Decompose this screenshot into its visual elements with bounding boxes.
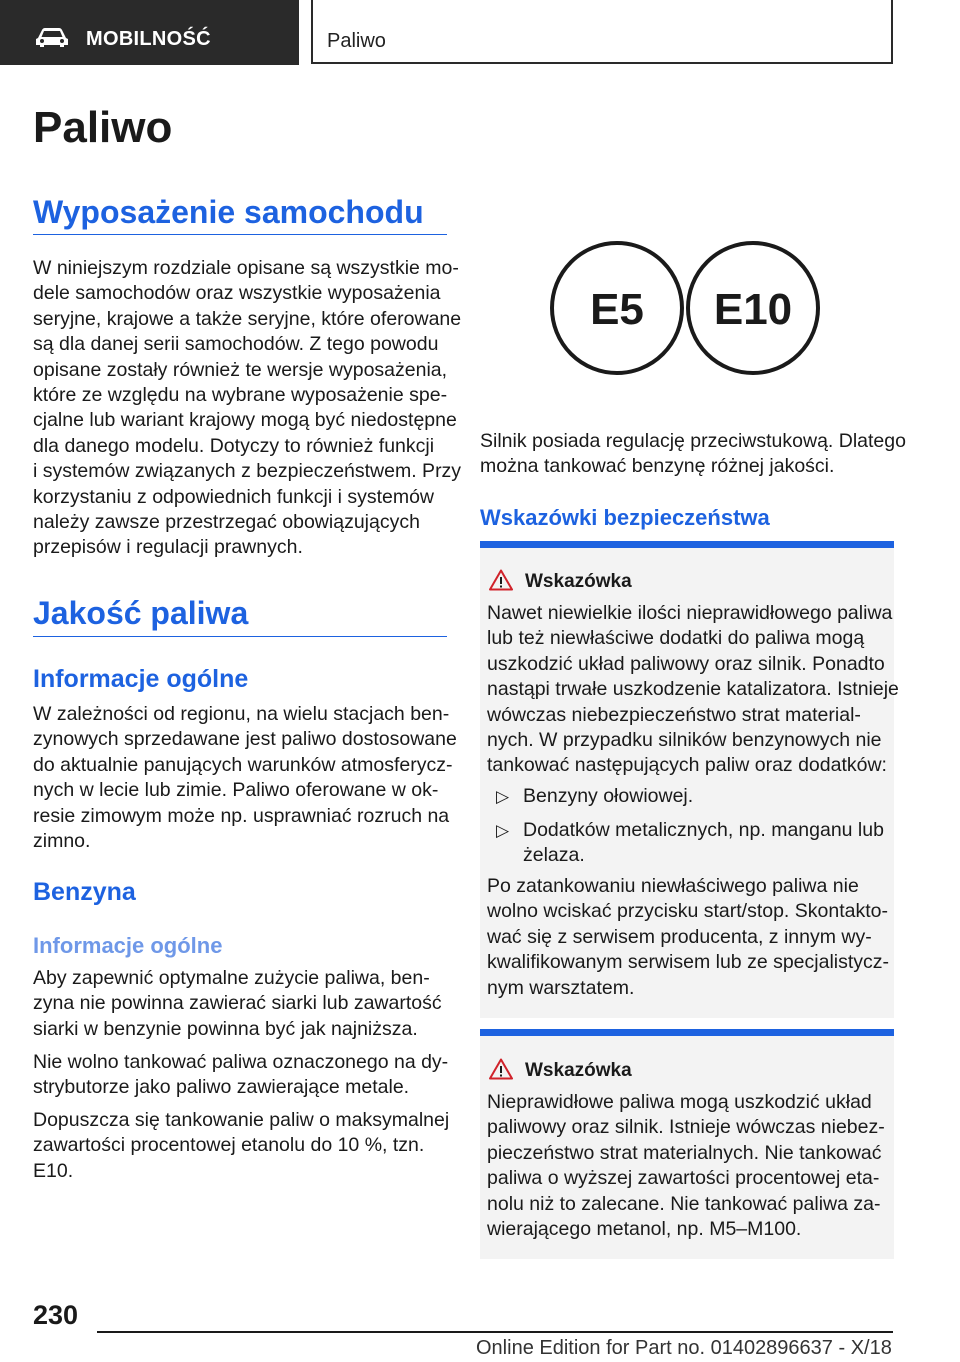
- text-line: dele samochodów oraz wszystkie wyposażenia: [33, 282, 441, 305]
- text-line: seryjne, krajowe a także seryjne, które oferowane: [33, 307, 462, 330]
- text-line: które ze względu na wybrane wyposażenie spe-: [33, 384, 448, 407]
- text-line: lub też niewłaściwe dodatki do paliwa mogą: [487, 627, 865, 650]
- triangle-bullet-icon: ▷: [496, 821, 510, 840]
- text-line: Nawet niewielkie ilości nieprawidłowego paliwa: [487, 602, 893, 624]
- text-line: Dopuszcza się tankowanie paliw o maksymalnej: [33, 1109, 450, 1131]
- petrol-paragraph-3: [33, 1108, 449, 1184]
- fuel-badge-label: E5: [590, 285, 644, 334]
- warning-note: [480, 1029, 894, 1259]
- text-line: przepisów i regulacji prawnych.: [33, 536, 303, 559]
- text-line: wierającego metanol, np. M5–M100.: [487, 1218, 802, 1241]
- text-line: cjalne lub wariant krajowy mogą być niedostępne: [33, 409, 457, 432]
- text-line: nym warsztatem.: [487, 976, 635, 999]
- note-bullet-item: [523, 784, 693, 809]
- heading-petrol-general: Informacje ogólne: [33, 933, 223, 958]
- text-line: Dodatków metalicznych, np. manganu lub: [523, 819, 884, 841]
- fuel-badge-e5: [550, 241, 684, 375]
- text-line: kwalifikowanym serwisem lub ze specjalistycz-: [487, 951, 890, 974]
- text-line: dla danego modelu. Dotyczy to również funkcji: [33, 434, 435, 457]
- text-line: zyna nie powinna zawierać siarki lub zawartość: [33, 992, 442, 1015]
- text-line: nych w lecie lub zimie. Paliwo oferowane w ok-: [33, 779, 439, 802]
- text-line: E10.: [33, 1159, 74, 1182]
- text-line: resie zimowym może np. usprawniać rozruch na: [33, 804, 450, 827]
- text-line: są dla danej serii samochodów. Z tego powodu: [33, 333, 439, 356]
- general-paragraph: [33, 702, 457, 854]
- text-line: pieczeństwo strat materialnych. Nie tankować: [487, 1141, 882, 1164]
- text-line: Nie wolno tankować paliwa oznaczonego na dy-: [33, 1051, 449, 1073]
- note-title: Wskazówka: [525, 571, 632, 592]
- text-line: zawartości procentowej etanolu do 10 %, tzn.: [33, 1134, 425, 1157]
- text-line: Aby zapewnić optymalne zużycie paliwa, ben-: [33, 967, 430, 989]
- note-text: [487, 601, 899, 779]
- header-section-tab: [0, 0, 299, 65]
- heading-equipment: Wyposażenie samochodu: [33, 194, 424, 230]
- text-line: opisane zostały również te wersje wyposażenia,: [33, 358, 448, 381]
- text-line: można tankować benzynę różnej jakości.: [480, 455, 835, 478]
- footer-edition: Online Edition for Part no. 01402896637 - X/18: [476, 1337, 892, 1359]
- petrol-paragraph-2: [33, 1050, 448, 1101]
- warning-triangle-icon: [489, 569, 513, 591]
- text-line: W zależności od regionu, na wielu stacjach ben-: [33, 703, 450, 725]
- page-title: Paliwo: [33, 103, 173, 152]
- text-line: Nieprawidłowe paliwa mogą uszkodzić układ: [487, 1091, 872, 1113]
- engine-paragraph: [480, 429, 906, 480]
- heading-petrol: Benzyna: [33, 878, 136, 906]
- heading-rule: [33, 234, 447, 235]
- header-chapter-tab: [311, 0, 893, 64]
- heading-safety: Wskazówki bezpieczeństwa: [480, 505, 770, 530]
- text-line: uszkodzić układ paliwowy oraz silnik. Ponadto: [487, 652, 885, 675]
- heading-fuel-quality: Jakość paliwa: [33, 595, 249, 631]
- petrol-paragraph-1: [33, 966, 442, 1042]
- footer-rule: [97, 1331, 893, 1333]
- header-chapter-label: Paliwo: [327, 30, 386, 52]
- note-accent-bar: [480, 1029, 894, 1036]
- text-line: nych. W przypadku silników benzynowych nie: [487, 729, 882, 752]
- text-line: do aktualnie panujących warunków atmosferycz-: [33, 753, 453, 776]
- car-icon: [34, 27, 70, 47]
- note-text-after: [487, 874, 889, 1001]
- note-accent-bar: [480, 541, 894, 548]
- text-line: zynowych sprzedawane jest paliwo dostosowane: [33, 728, 457, 751]
- page-number: 230: [33, 1300, 79, 1330]
- text-line: siarki w benzynie powinna być jak najniższa.: [33, 1017, 418, 1040]
- text-line: żelaza.: [523, 844, 585, 867]
- text-line: strybutorze jako paliwo zawierające metale.: [33, 1076, 410, 1099]
- triangle-bullet-icon: ▷: [496, 787, 510, 806]
- text-line: należy zawsze przestrzegać obowiązujących: [33, 511, 420, 534]
- fuel-badge-e10: [686, 241, 820, 375]
- text-line: wolno wciskać przycisku start/stop. Skontakto-: [487, 900, 888, 923]
- text-line: wać się z serwisem producenta, z innym wy-: [487, 925, 872, 948]
- equipment-paragraph: [33, 256, 461, 561]
- note-bullet-item: [523, 818, 884, 869]
- text-line: zimno.: [33, 830, 91, 853]
- text-line: Silnik posiada regulację przeciwstukową. Dlatego: [480, 430, 906, 452]
- note-title: Wskazówka: [525, 1060, 632, 1081]
- text-line: Po zatankowaniu niewłaściwego paliwa nie: [487, 875, 859, 897]
- fuel-badge-label: E10: [713, 285, 793, 334]
- heading-general-info: Informacje ogólne: [33, 665, 249, 693]
- warning-triangle-icon: [489, 1058, 513, 1080]
- text-line: paliwa o wyższej zawartości procentowej eta-: [487, 1167, 880, 1190]
- text-line: paliwowy oraz silnik. Istnieje wówczas niebez-: [487, 1116, 885, 1139]
- warning-note: [480, 541, 899, 1018]
- header-section-label: MOBILNOŚĆ: [86, 28, 211, 50]
- text-line: tankować następujących paliw oraz dodatków:: [487, 754, 887, 777]
- note-text: [487, 1090, 885, 1242]
- text-line: W niniejszym rozdziale opisane są wszystkie mo-: [33, 257, 459, 279]
- text-line: korzystaniu z odpowiednich funkcji i systemów: [33, 485, 435, 508]
- heading-rule: [33, 636, 447, 637]
- text-line: wówczas niebezpieczeństwo strat material-: [487, 703, 861, 726]
- text-line: Benzyny ołowiowej.: [523, 785, 694, 807]
- text-line: nastąpi trwałe uszkodzenie katalizatora. Istnieje: [487, 678, 899, 701]
- text-line: nolu niż to zalecane. Nie tankować paliwa za-: [487, 1192, 881, 1215]
- text-line: i systemów związanych z bezpieczeństwem. Przy: [33, 460, 462, 483]
